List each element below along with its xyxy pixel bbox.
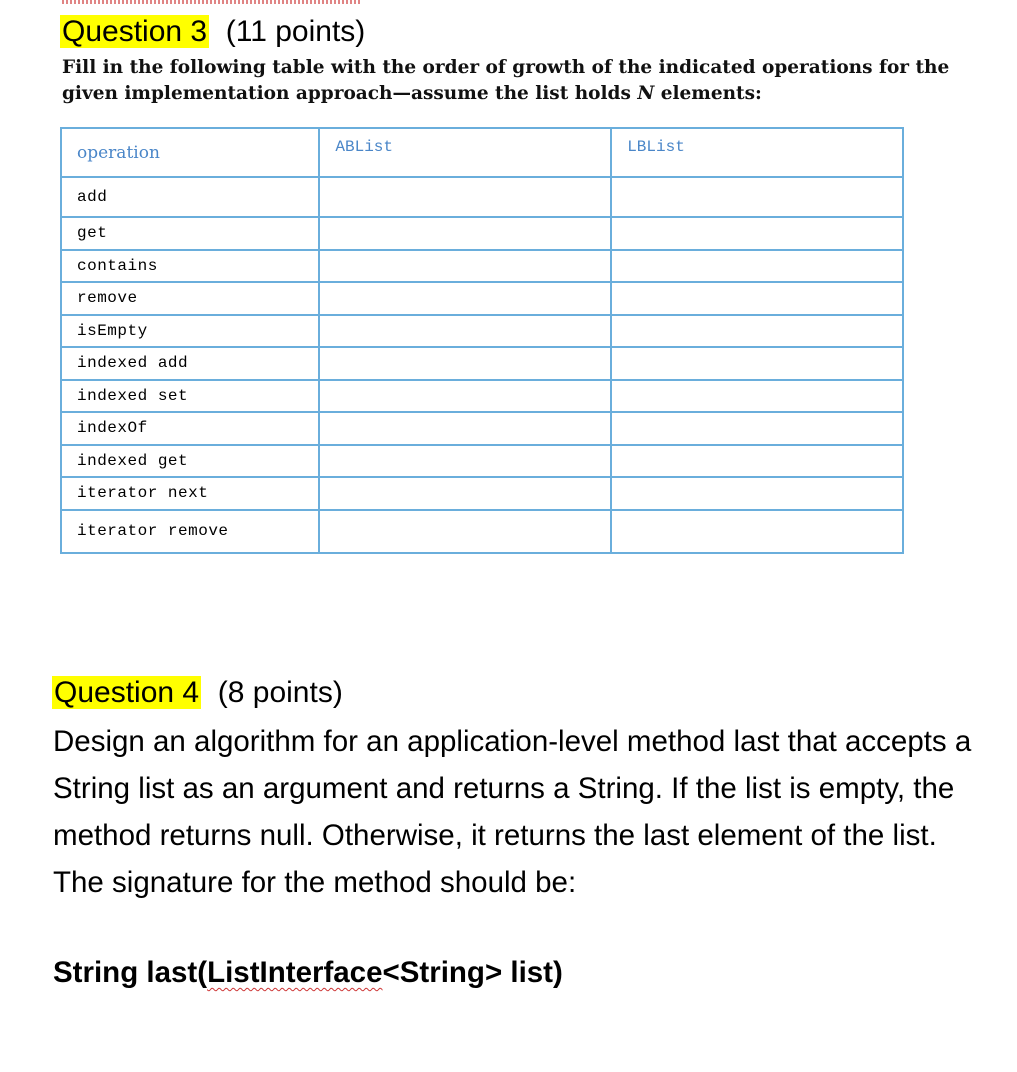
table-row: [61, 510, 903, 553]
table-row: [61, 445, 903, 478]
question-3-intro: [62, 55, 962, 107]
lblist-answer-cell[interactable]: [611, 250, 903, 283]
operation-cell: get: [61, 217, 319, 250]
table-row: [61, 282, 903, 315]
operation-cell: indexOf: [61, 412, 319, 445]
lblist-answer-cell[interactable]: [611, 412, 903, 445]
question-4-points: (8 points): [217, 676, 343, 709]
spellcheck-underline: [62, 0, 362, 4]
ablist-answer-cell[interactable]: [319, 380, 611, 413]
question-3-heading: [60, 12, 365, 52]
operation-cell: iterator remove: [61, 510, 319, 553]
operation-cell: iterator next: [61, 477, 319, 510]
operation-cell: indexed set: [61, 380, 319, 413]
header-ablist: ABList: [319, 128, 611, 177]
lblist-answer-cell[interactable]: [611, 380, 903, 413]
question-4-body: Design an algorithm for an application-level method last that accepts a String list as an argument and returns a String. If the list is empty, the method returns null. Otherwise, it returns the last element of the list. The signature for the method should be:: [53, 725, 972, 899]
signature-type: ListInterface: [207, 956, 383, 989]
ablist-answer-cell[interactable]: [319, 315, 611, 348]
intro-variable: N: [637, 83, 655, 104]
ablist-answer-cell[interactable]: [319, 217, 611, 250]
table-row: [61, 347, 903, 380]
ablist-answer-cell[interactable]: [319, 477, 611, 510]
ablist-answer-cell[interactable]: [319, 177, 611, 217]
order-of-growth-table: [60, 127, 904, 554]
lblist-answer-cell[interactable]: [611, 177, 903, 217]
table-row: [61, 177, 903, 217]
lblist-answer-cell[interactable]: [611, 315, 903, 348]
lblist-answer-cell[interactable]: [611, 347, 903, 380]
lblist-answer-cell[interactable]: [611, 445, 903, 478]
header-operation: operation: [61, 128, 319, 177]
question-3-label: Question 3: [62, 15, 208, 48]
lblist-answer-cell[interactable]: [611, 477, 903, 510]
operation-cell: contains: [61, 250, 319, 283]
question-4-heading: [52, 671, 343, 715]
table-row: [61, 315, 903, 348]
table-row: [61, 412, 903, 445]
table-header-row: [61, 128, 903, 177]
lblist-answer-cell[interactable]: [611, 282, 903, 315]
question-4-label: Question 4: [54, 676, 200, 709]
signature-start: String last(: [53, 956, 208, 989]
operation-cell: isEmpty: [61, 315, 319, 348]
intro-text: Fill in the following table with the order of growth of the indicated operations for the given implementation approach—assume the list holds: [62, 57, 950, 104]
signature-end: <String> list): [382, 956, 563, 989]
ablist-answer-cell[interactable]: [319, 250, 611, 283]
ablist-answer-cell[interactable]: [319, 445, 611, 478]
ablist-answer-cell[interactable]: [319, 510, 611, 553]
intro-text-end: elements:: [654, 83, 762, 104]
operation-cell: add: [61, 177, 319, 217]
header-lblist: LBList: [611, 128, 903, 177]
table-row: [61, 250, 903, 283]
ablist-answer-cell[interactable]: [319, 412, 611, 445]
question-3-points: (11 points): [225, 15, 366, 48]
method-signature: [53, 951, 563, 995]
operation-cell: remove: [61, 282, 319, 315]
ablist-answer-cell[interactable]: [319, 347, 611, 380]
table-row: [61, 380, 903, 413]
operation-cell: indexed add: [61, 347, 319, 380]
lblist-answer-cell[interactable]: [611, 510, 903, 553]
operation-cell: indexed get: [61, 445, 319, 478]
ablist-answer-cell[interactable]: [319, 282, 611, 315]
table-row: [61, 217, 903, 250]
table-row: [61, 477, 903, 510]
lblist-answer-cell[interactable]: [611, 217, 903, 250]
